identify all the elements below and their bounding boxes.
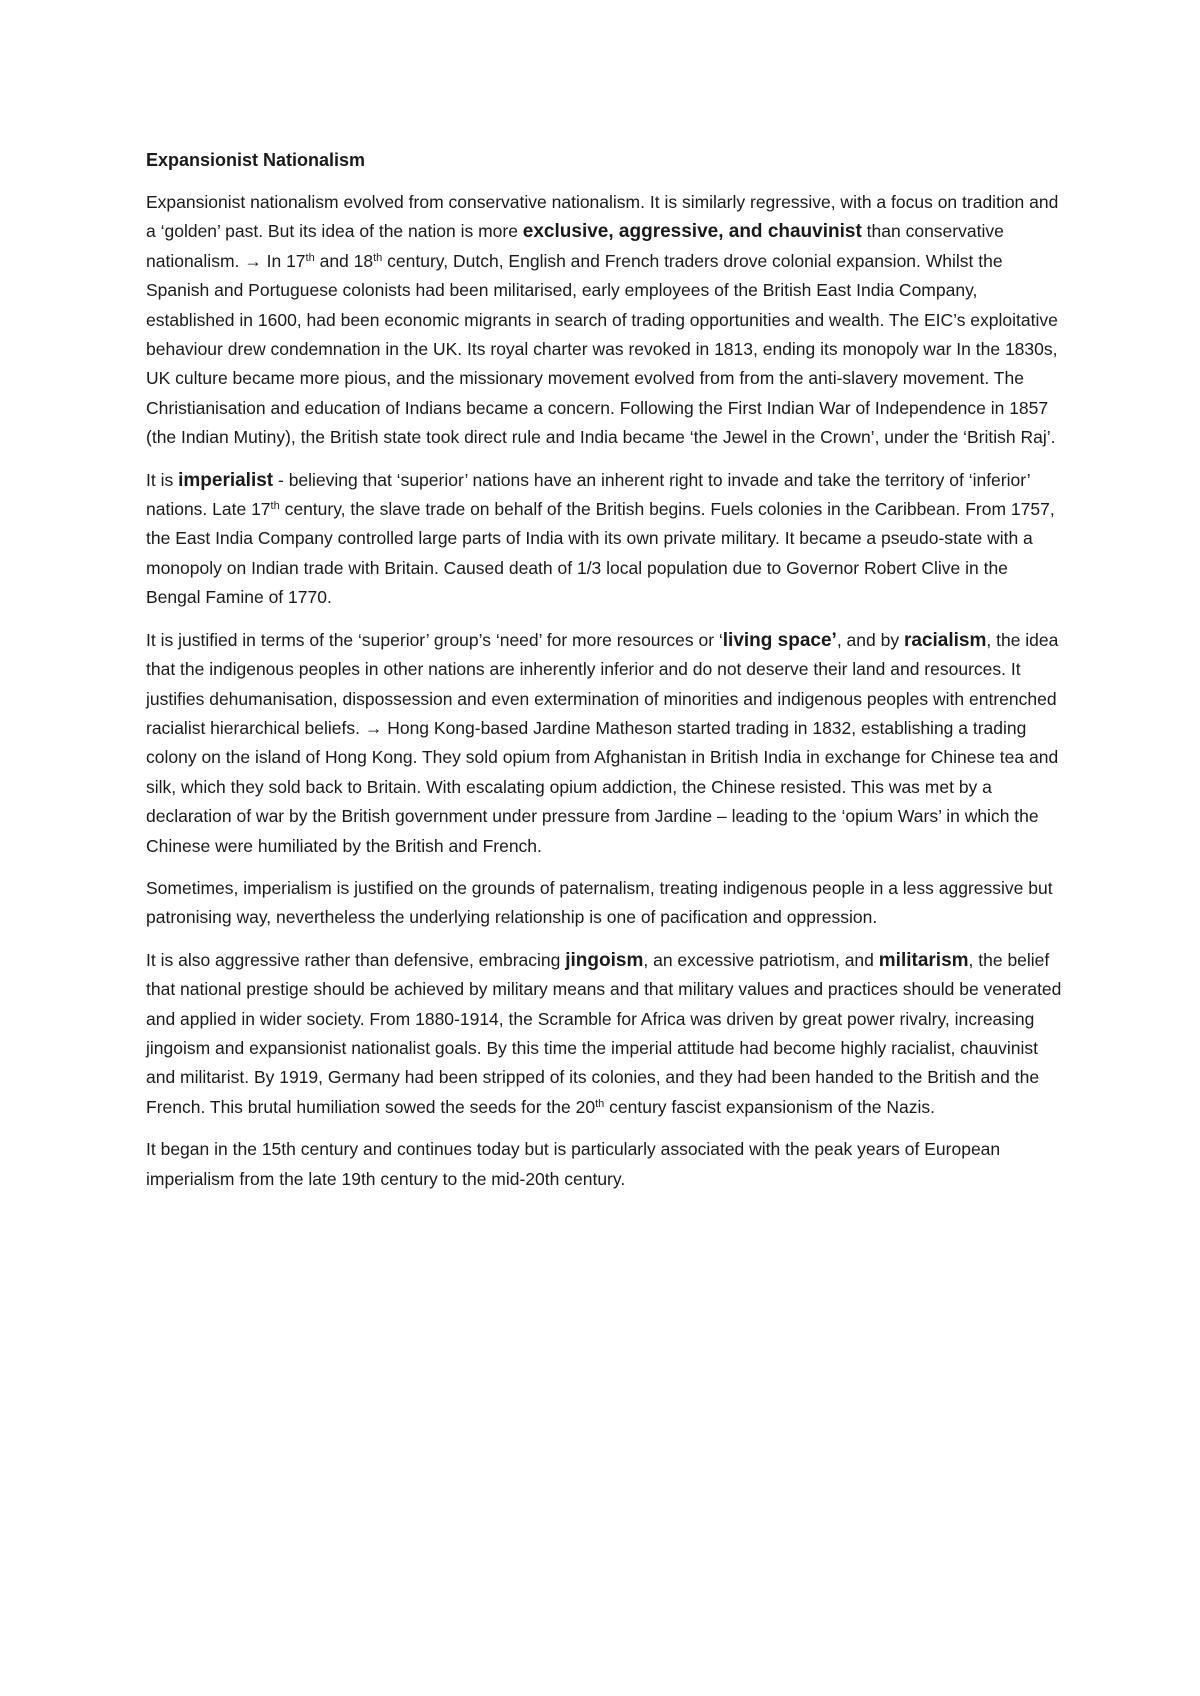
superscript: th <box>373 251 383 264</box>
text-run: than conservative nationalism. <box>146 221 1004 271</box>
emphasis-term: jingoism <box>565 949 644 971</box>
arrow-icon: → <box>364 717 383 738</box>
text-run: , and by <box>836 629 904 650</box>
emphasis-term: living space’ <box>722 629 837 651</box>
document-title: Expansionist Nationalism <box>146 150 366 170</box>
text-run: , the belief that national prestige should be achieved by military means and that military values and practices should be venerated and applied in wider society. From 1880-1914, the Scramble for Africa was driven by great power rivalry, increasing jingoism and expansionist nationalist goals. By this time the imperial attitude had become highly racialist, chauvinist and militarist. By 1919, Germany had been stripped of its colonies, and they had been handed to the British and the French. This brutal humiliation sowed the seeds for the 20 <box>146 949 1062 1117</box>
emphasis-term: imperialist <box>178 469 274 491</box>
text-run: It is also aggressive rather than defensive, embracing <box>146 949 566 970</box>
text-run: Hong Kong-based Jardine Matheson started trading in 1832, establishing a trading colony on the island of Hong Kong. They sold opium from Afghanistan in British India in exchange for Chinese tea and silk, which they sold back to Britain. With escalating opium addiction, the Chinese resisted. This was met by a declaration of war by the British government under pressure from Jardine – leading to the ‘opium Wars’ in which the Chinese were humiliated by the British and French. <box>146 717 1059 856</box>
paragraph-4 <box>146 874 1066 933</box>
superscript: th <box>270 500 280 513</box>
arrow-icon: → <box>244 250 262 271</box>
text-run: It is <box>146 469 179 490</box>
text-run: Expansionist nationalism evolved from conservative nationalism. It is similarly regressive, with a focus on tradition and a ‘golden’ past. But its idea of the nation is more <box>146 192 1059 242</box>
superscript: th <box>305 251 315 264</box>
text-run: , the idea that the indigenous peoples in other nations are inherently inferior and do not deserve their land and resources. It justifies dehumanisation, dispossession and even extermination of minorities and indigenous peoples with entrenched racialist hierarchical beliefs. <box>146 629 1059 738</box>
text-run: - believing that ‘superior’ nations have an inherent right to invade and take the territory of ‘inferior’ nations. Late 17 <box>146 469 1030 520</box>
emphasis-term: exclusive, aggressive, and chauvinist <box>522 221 862 243</box>
text-run: It began in the 15th century and continues today but is particularly associated with the peak years of European imperialism from the late 19th century to the mid-20th century. <box>146 1139 1001 1189</box>
paragraph-6 <box>146 1135 1066 1194</box>
paragraph-5 <box>146 946 1066 1122</box>
text-run: century fascist expansionism of the Nazis. <box>604 1096 935 1117</box>
superscript: th <box>595 1097 605 1110</box>
document-body <box>146 146 1066 1207</box>
text-run: and 18 <box>314 250 374 271</box>
emphasis-term: racialism <box>903 629 987 651</box>
text-run: century, Dutch, English and French traders drove colonial expansion. Whilst the Spanish and Portuguese colonists had been militarised, early employees of the British East India Company, established in 1600, had been economic migrants in search of trading opportunities and wealth. The EIC’s exploitative behaviour drew condemnation in the UK. Its royal charter was revoked in 1813, ending its monopoly war In the 1830s, UK culture became more pious, and the missionary movement evolved from from the anti-slavery movement. The Christianisation and education of Indians became a concern. Following the First Indian War of Independence in 1857 (the Indian Mutiny), the British state took direct rule and India became ‘the Jewel in the Crown’, under the ‘British Raj’. <box>146 250 1058 448</box>
text-run: In 17 <box>261 250 306 271</box>
paragraph-1 <box>146 188 1066 453</box>
emphasis-term: militarism <box>878 949 969 971</box>
paragraph-2 <box>146 466 1066 613</box>
text-run: It is justified in terms of the ‘superior’ group’s ‘need’ for more resources or ‘ <box>146 629 723 650</box>
text-run: Sometimes, imperialism is justified on the grounds of paternalism, treating indigenous people in a less aggressive but patronising way, nevertheless the underlying relationship is one of pacification and oppression. <box>146 877 1053 928</box>
text-run: century, the slave trade on behalf of the British begins. Fuels colonies in the Caribbean. From 1757, the East India Company controlled large parts of India with its own private military. It became a pseudo-state with a monopoly on Indian trade with Britain. Caused death of 1/3 local population due to Governor Robert Clive in the Bengal Famine of 1770. <box>146 499 1055 608</box>
text-run: , an excessive patriotism, and <box>643 949 879 970</box>
paragraph-3 <box>146 626 1066 861</box>
